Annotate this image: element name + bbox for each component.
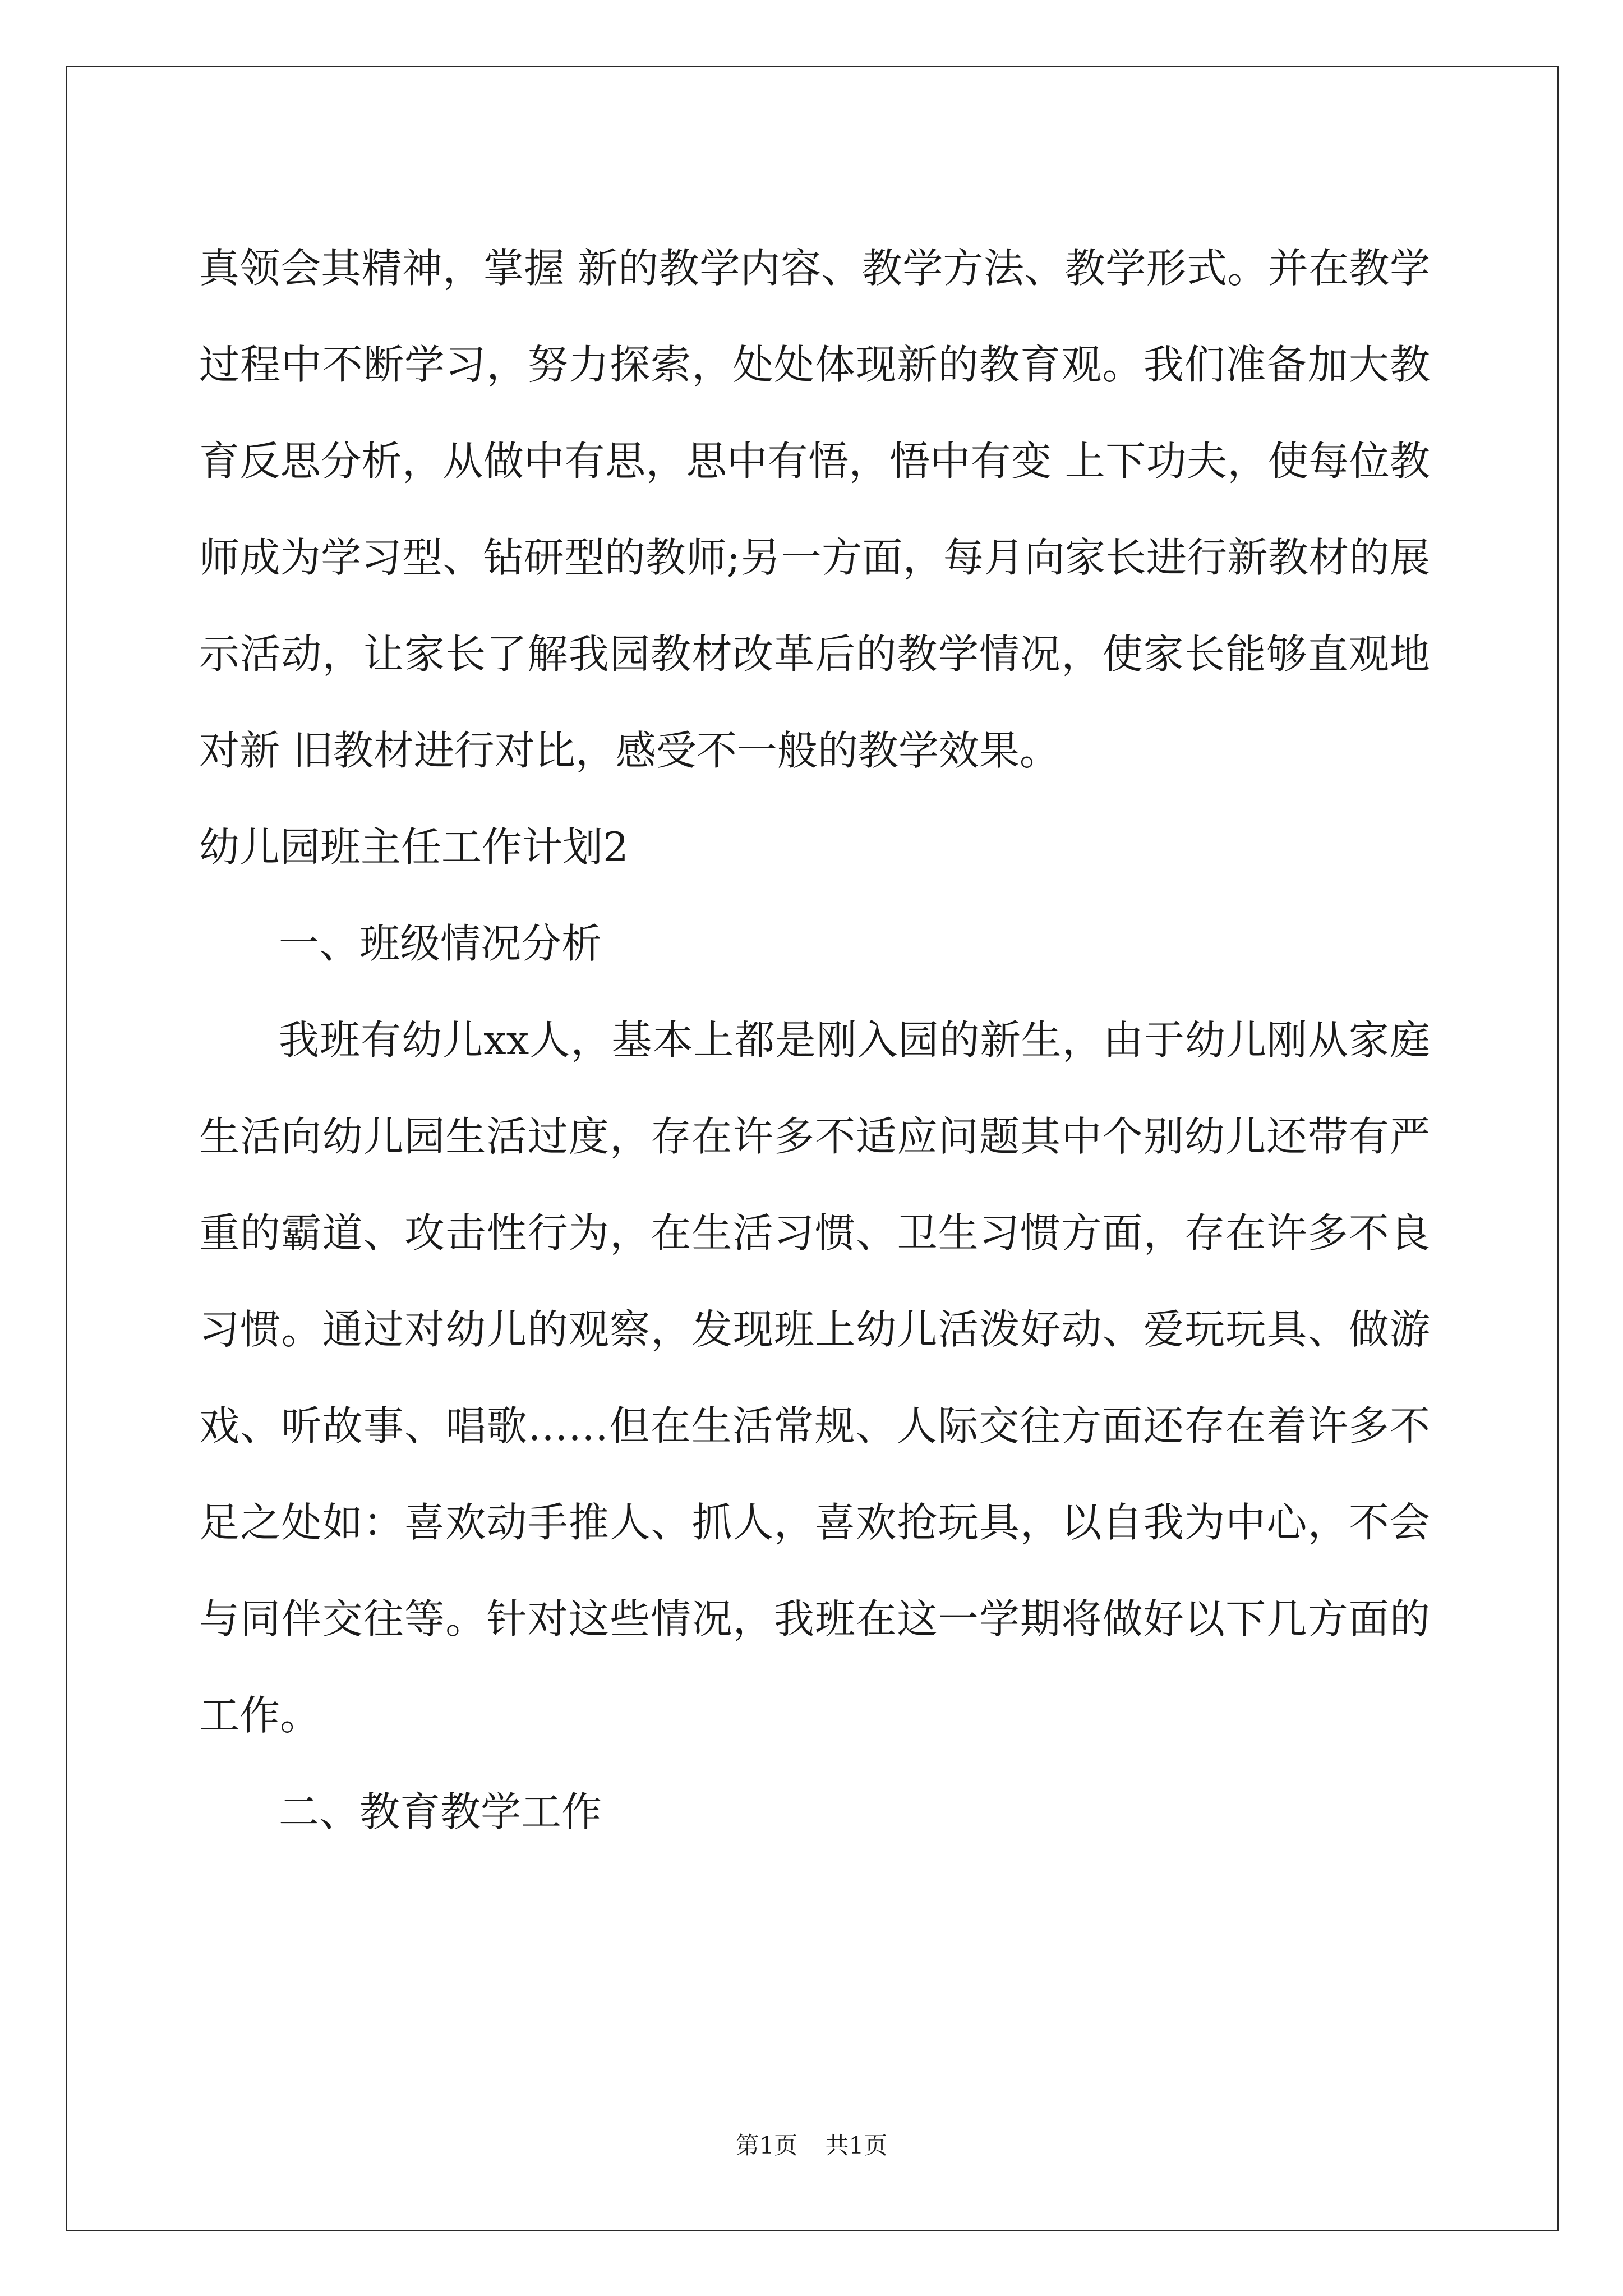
paragraph-line: 与同伴交往等。针对这些情况，我班在这一学期将做好以下几方面的: [199, 1595, 1430, 1642]
heading-education-work: 二、教育教学工作: [279, 1788, 602, 1835]
paragraph-line: 我班有幼儿xx人，基本上都是刚入园的新生，由于幼儿刚从家庭: [279, 1016, 1430, 1064]
paragraph-line: 生活向幼儿园生活过度，存在许多不适应问题其中个别幼儿还带有严: [199, 1113, 1430, 1160]
paragraph-line: 真领会其精神，掌握 新的教学内容、教学方法、教学形式。并在教学: [199, 245, 1430, 292]
page-number: 第1页: [735, 2132, 798, 2159]
paragraph-line: 对新 旧教材进行对比，感受不一般的教学效果。: [199, 727, 1060, 774]
paragraph-line: 工作。: [199, 1692, 321, 1739]
paragraph-line: 习惯。通过对幼儿的观察，发现班上幼儿活泼好动、爱玩玩具、做游: [199, 1306, 1430, 1353]
heading-class-analysis: 一、班级情况分析: [279, 920, 602, 967]
paragraph-line: 师成为学习型、钻研型的教师;另一方面，每月向家长进行新教材的展: [199, 534, 1430, 581]
document-body: [199, 220, 1430, 1860]
paragraph-line: 育反思分析，从做中有思，思中有悟，悟中有变 上下功夫，使每位教: [199, 438, 1430, 485]
section-title: 幼儿园班主任工作计划2: [199, 823, 629, 871]
paragraph-line: 重的霸道、攻击性行为，在生活习惯、卫生习惯方面，存在许多不良: [199, 1209, 1430, 1257]
page-footer: [0, 2129, 1623, 2162]
paragraph-line: 过程中不断学习，努力探索，处处体现新的教育观。我们准备加大教: [199, 341, 1430, 388]
page-total: 共1页: [825, 2132, 888, 2159]
paragraph-line: 戏、听故事、唱歌……但在生活常规、人际交往方面还存在着许多不: [199, 1402, 1430, 1450]
paragraph-line: 示活动，让家长了解我园教材改革后的教学情况，使家长能够直观地: [199, 631, 1430, 678]
paragraph-line: 足之处如：喜欢动手推人、抓人，喜欢抢玩具，以自我为中心，不会: [199, 1499, 1430, 1546]
